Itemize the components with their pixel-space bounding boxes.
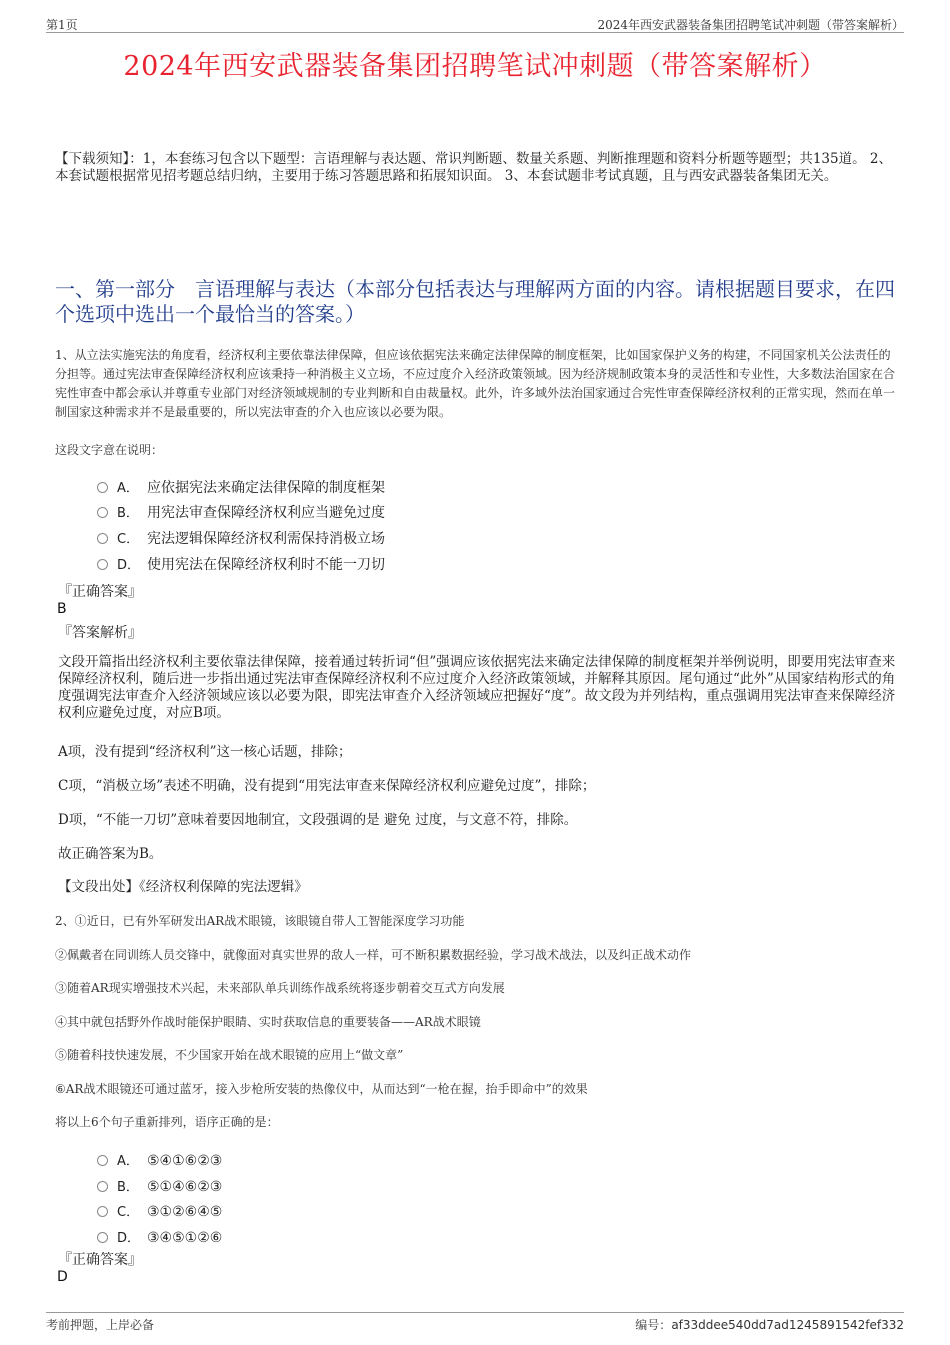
q2-sentence-3: ③随着AR现实增强技术兴起，未来部队单兵训练作战系统将逐步朝着交互式方向发展 (55, 981, 505, 995)
header-doc-title: 2024年西安武器装备集团招聘笔试冲刺题（带答案解析） (597, 18, 904, 32)
download-notice: 【下载须知】：1，本套练习包含以下题型：言语理解与表达题、常识判断题、数量关系题、判断推理题和资料分析题等题型；共135道。 2、本套试题根据常见招考题总结归纳，主要用于练习答题思路和拓展知识面。 3、本套试题非考试真题，且与西安武器装备集团无关。 (55, 151, 892, 184)
radio-icon[interactable] (97, 482, 108, 493)
q1-analysis-d: D项，“不能一刀切”意味着要因地制宜，文段强调的是 避免 过度，与文意不符，排除。 (58, 812, 578, 828)
question-1-stem: 1、从立法实施宪法的角度看，经济权利主要依靠法律保障，但应该依据宪法来确定法律保障的制度框架，比如国家保护义务的构建，不同国家机关公法责任的分担等。通过宪法审查保障经济权利应该秉持一种消极主义立场，不应过度介入经济政策领域。因为经济规制政策本身的灵活性和专业性，大多数法治国家在合宪性审查中都会承认并尊重专业部门对经济领域规制的专业判断和自由裁量权。此外，许多域外法治国家通过合宪性审查保障经济权利的正常实现，然而在单一制国家这种需求并不是最重要的，所以宪法审查的介入也应该以必要为限。 (55, 348, 896, 419)
radio-icon[interactable] (97, 533, 108, 544)
q2-option-a[interactable]: A． ⑤④①⑥②③ (97, 1150, 222, 1170)
document-code: 编号：af33ddee540dd7ad1245891542fef332 (635, 1318, 904, 1332)
page-footer (46, 1312, 904, 1331)
q2-option-c[interactable]: C． ③①②⑥④⑤ (97, 1201, 222, 1221)
page-header (46, 14, 904, 33)
section-heading: 一、第一部分 言语理解与表达（本部分包括表达与理解两方面的内容。请根据题目要求，在四个选项中选出一个最恰当的答案。） (55, 277, 895, 326)
radio-icon[interactable] (97, 507, 108, 518)
radio-icon[interactable] (97, 1232, 108, 1243)
q2-sentence-2: ②佩戴者在同训练人员交锋中，就像面对真实世界的敌人一样，可不断积累数据经验，学习战术战法，以及纠正战术动作 (55, 948, 692, 962)
q2-answer: D (57, 1269, 68, 1285)
q1-analysis-conclusion: 故正确答案为B。 (58, 846, 163, 862)
radio-icon[interactable] (97, 1155, 108, 1166)
q2-option-b[interactable]: B． ⑤①④⑥②③ (97, 1176, 222, 1196)
footer-slogan: 考前押题，上岸必备 (46, 1318, 155, 1332)
q2-sentence-5: ⑤随着科技快速发展，不少国家开始在战术眼镜的应用上“做文章” (55, 1048, 404, 1062)
page-number: 第1页 (46, 18, 78, 32)
q2-prompt: 将以上6个句子重新排列，语序正确的是： (55, 1115, 279, 1129)
q2-sentence-6: ⑥AR战术眼镜还可通过蓝牙，接入步枪所安装的热像仪中，从而达到“一枪在握，抬手即命中”的效果 (55, 1082, 588, 1096)
radio-icon[interactable] (97, 559, 108, 570)
q2-answer-label: 『正确答案』 (58, 1252, 142, 1268)
q1-option-b[interactable]: B． 用宪法审查保障经济权利应当避免过度 (97, 502, 385, 522)
radio-icon[interactable] (97, 1181, 108, 1192)
q1-analysis-a: A项，没有提到“经济权利”这一核心话题，排除； (58, 744, 352, 760)
q1-option-d[interactable]: D． 使用宪法在保障经济权利时不能一刀切 (97, 554, 385, 574)
q1-analysis-c: C项，“消极立场”表述不明确，没有提到“用宪法审查来保障经济权利应避免过度”，排除； (58, 778, 596, 794)
q2-sentence-1: 2、①近日，已有外军研发出AR战术眼镜，该眼镜自带人工智能深度学习功能 (55, 914, 465, 928)
q1-answer: B (57, 601, 67, 617)
question-1-prompt: 这段文字意在说明： (55, 443, 164, 457)
q1-source: 【文段出处】《经济权利保障的宪法逻辑》 (58, 879, 308, 895)
q2-sentence-4: ④其中就包括野外作战时能保护眼睛、实时获取信息的重要装备——AR战术眼镜 (55, 1015, 481, 1029)
document-title: 2024年西安武器装备集团招聘笔试冲刺题（带答案解析） (123, 51, 827, 82)
q1-option-a[interactable]: A． 应依据宪法来确定法律保障的制度框架 (97, 477, 385, 497)
q1-option-c[interactable]: C． 宪法逻辑保障经济权利需保持消极立场 (97, 528, 385, 548)
q2-option-d[interactable]: D． ③④⑤①②⑥ (97, 1227, 222, 1247)
q1-analysis-main: 文段开篇指出经济权利主要依靠法律保障，接着通过转折词“但”强调应该依据宪法来确定法律保障的制度框架并举例说明，即要用宪法审查来保障经济权利，随后进一步指出通过宪法审查保障经济权利不应过度介入经济政策领域，并解释其原因。尾句通过“此外”从国家结构形式的角度强调宪法审查介入经济领域应该以必要为限，即宪法审查介入经济领域应把握好“度”。故文段为并列结构，重点强调用宪法审查来保障经济权利应避免过度，对应B项。 (58, 654, 896, 721)
q1-analysis-label: 『答案解析』 (58, 625, 142, 641)
radio-icon[interactable] (97, 1206, 108, 1217)
q1-answer-label: 『正确答案』 (58, 584, 142, 600)
